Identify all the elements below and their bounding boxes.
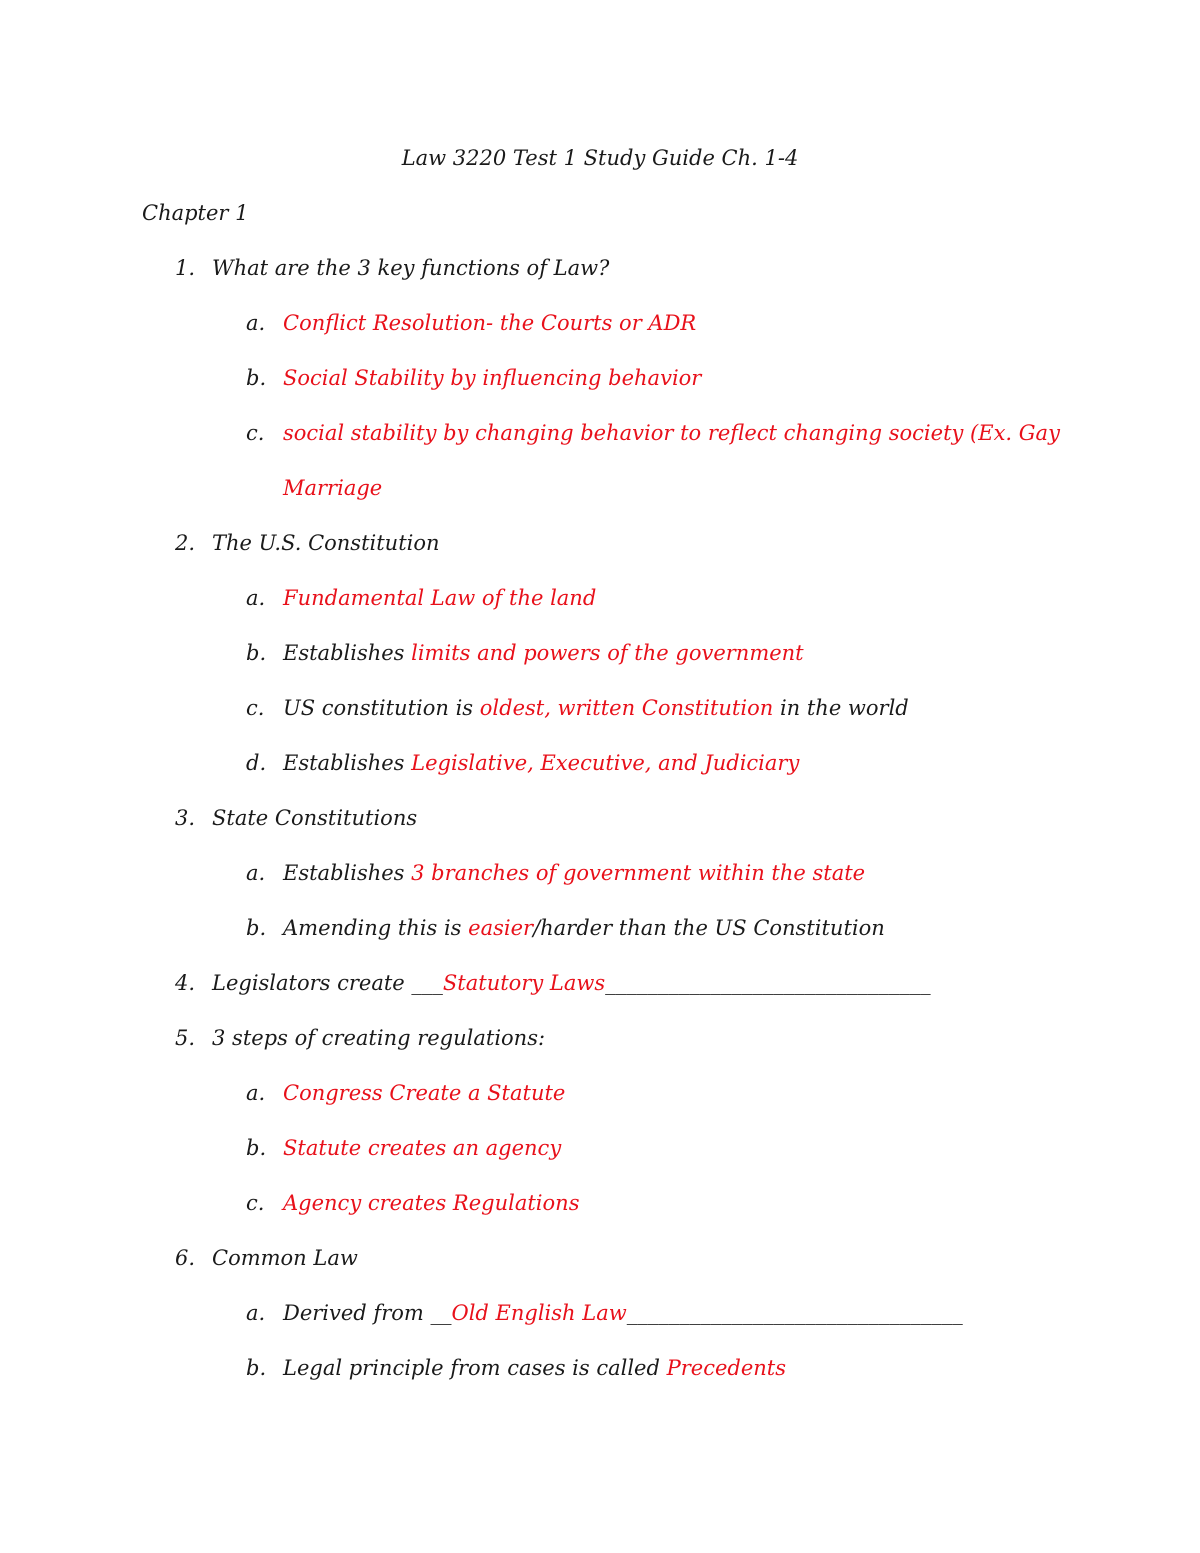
prompt-text: Legislators create ___: [212, 971, 443, 995]
answer-text: oldest, written Constitution: [479, 696, 774, 720]
subitem-text: [283, 1135, 561, 1161]
question-text: [212, 255, 609, 281]
answer-text: Precedents: [666, 1356, 787, 1380]
subitem-text: [283, 915, 885, 941]
subitem-text: [283, 640, 804, 666]
subitem-letter: b.: [246, 916, 267, 940]
answer-text: Legislative, Executive, and Judiciary: [411, 751, 800, 775]
question-text: [212, 805, 417, 831]
subitem-letter: a.: [246, 311, 266, 335]
subitem-text: [283, 1080, 565, 1106]
answer-text: easier: [468, 916, 534, 940]
question-number: 5.: [175, 1026, 196, 1050]
answer-text: limits and powers of the government: [411, 641, 804, 665]
answer-text: Statute creates an agency: [283, 1136, 562, 1160]
question-text: [212, 1025, 545, 1051]
prompt-text: _______________________________: [605, 971, 931, 995]
prompt-text: Establishes: [283, 641, 412, 665]
prompt-text: 3 steps of creating regulations:: [212, 1026, 546, 1050]
answer-text: Social Stability by influencing behavior: [283, 366, 702, 390]
answer-text: 3 branches of government within the state: [411, 861, 866, 885]
subitem-text: [283, 365, 701, 391]
question-text: [212, 530, 440, 556]
prompt-text: Common Law: [212, 1246, 358, 1270]
answer-text: Fundamental Law of the land: [283, 586, 597, 610]
answer-text: Agency creates Regulations: [283, 1191, 580, 1215]
prompt-text: Establishes: [283, 751, 412, 775]
subitem-text: [283, 1300, 963, 1326]
prompt-text: Derived from __: [283, 1301, 452, 1325]
subitem-letter: c.: [246, 1191, 265, 1215]
subitem-letter: b.: [246, 641, 267, 665]
prompt-text: ________________________________: [626, 1301, 963, 1325]
subitem-letter: a.: [246, 1301, 266, 1325]
subitem-letter: b.: [246, 1136, 267, 1160]
subitem-letter: a.: [246, 586, 266, 610]
question-number: 6.: [175, 1246, 196, 1270]
question-text: [212, 1245, 358, 1271]
prompt-text: in the world: [773, 696, 909, 720]
subitem-letter: b.: [246, 1356, 267, 1380]
prompt-text: The U.S. Constitution: [212, 531, 440, 555]
subitem-text: [283, 1190, 579, 1216]
subitem-continuation: Marriage: [283, 476, 383, 500]
answer-text: Conflict Resolution- the Courts or ADR: [283, 311, 697, 335]
prompt-text: Amending this is: [283, 916, 469, 940]
answer-text: Congress Create a Statute: [283, 1081, 566, 1105]
subitem-text: [283, 310, 696, 336]
answer-text: Statutory Laws: [442, 971, 606, 995]
subitem-text: [283, 695, 909, 721]
answer-text: social stability by changing behavior to reflect changing society (Ex. Gay: [283, 421, 1060, 445]
chapter-heading: Chapter 1: [142, 201, 249, 225]
subitem-text: [283, 585, 596, 611]
subitem-letter: b.: [246, 366, 267, 390]
prompt-text: Establishes: [283, 861, 412, 885]
answer-text: Old English Law: [451, 1301, 627, 1325]
subitem-letter: a.: [246, 1081, 266, 1105]
question-number: 2.: [175, 531, 196, 555]
subitem-text: [283, 750, 799, 776]
subitem-letter: a.: [246, 861, 266, 885]
question-number: 1.: [175, 256, 196, 280]
prompt-text: US constitution is: [283, 696, 480, 720]
subitem-letter: d.: [246, 751, 267, 775]
prompt-text: /harder than the US Constitution: [533, 916, 885, 940]
prompt-text: What are the 3 key functions of Law?: [212, 256, 610, 280]
subitem-letter: c.: [246, 696, 265, 720]
subitem-text: [283, 420, 1060, 446]
question-text: [212, 970, 931, 996]
prompt-text: State Constitutions: [212, 806, 418, 830]
subitem-text: [283, 860, 865, 886]
question-number: 4.: [175, 971, 196, 995]
document-title: Law 3220 Test 1 Study Guide Ch. 1-4: [401, 146, 799, 170]
subitem-text: [283, 1355, 786, 1381]
question-number: 3.: [175, 806, 196, 830]
subitem-letter: c.: [246, 421, 265, 445]
prompt-text: Legal principle from cases is called: [283, 1356, 667, 1380]
